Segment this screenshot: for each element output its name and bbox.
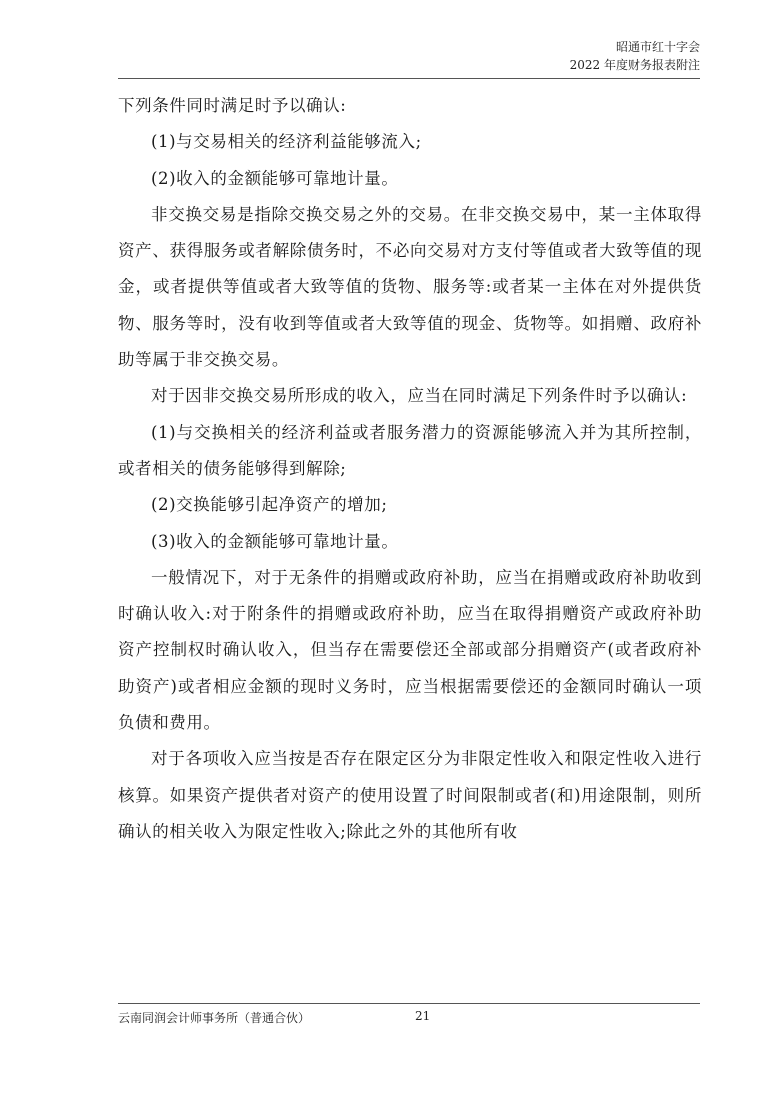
header-org: 昭通市红十字会 xyxy=(615,40,700,54)
paragraph: (1)与交换相关的经济利益或者服务潜力的资源能够流入并为其所控制，或者相关的债务能够得到解除; xyxy=(118,422,702,478)
paragraph: (1)与交易相关的经济利益能够流入; xyxy=(151,132,422,152)
footer-rule xyxy=(118,1003,700,1004)
paragraph: 对于各项收入应当按是否存在限定区分为非限定性收入和限定性收入进行核算。如果资产提供者对资产的使用设置了时间限制或者(和)用途限制，则所确认的相关收入为限定性收入;除此之外的其他所有收 xyxy=(118,749,702,841)
paragraph: (3)收入的金额能够可靠地计量。 xyxy=(151,531,399,551)
paragraph: 非交换交易是指除交换交易之外的交易。在非交换交易中，某一主体取得资产、获得服务或者解除债务时，不必向交易对方支付等值或者大致等值的现金，或者提供等值或者大致等值的货物、服务等:或者某一主体在对外提供货物、服务等时，没有收到等值或者大致等值的现金、货物等。如捐赠、政府补助等属于非交换交易。 xyxy=(118,204,702,370)
page-header xyxy=(570,38,700,74)
paragraph: (2)收入的金额能够可靠地计量。 xyxy=(151,168,399,188)
paragraph: 对于因非交换交易所形成的收入，应当在同时满足下列条件时予以确认: xyxy=(151,386,688,406)
paragraph: 下列条件同时满足时予以确认: xyxy=(118,96,347,115)
header-rule xyxy=(118,78,700,79)
paragraph: 一般情况下，对于无条件的捐赠或政府补助，应当在捐赠或政府补助收到时确认收入:对于附条件的捐赠或政府补助，应当在取得捐赠资产或政府补助资产控制权时确认收入，但当存在需要偿还全部或部分捐赠资产(或者政府补助资产)或者相应金额的现时义务时，应当根据需要偿还的金额同时确认一项负债和费用。 xyxy=(118,567,702,733)
body-text xyxy=(118,88,702,850)
header-title: 2022 年度财务报表附注 xyxy=(569,58,700,72)
footer-firm: 云南同润会计师事务所（普通合伙） xyxy=(118,1011,311,1025)
paragraph: (2)交换能够引起净资产的增加; xyxy=(151,495,388,515)
page-number: 21 xyxy=(415,1009,431,1023)
